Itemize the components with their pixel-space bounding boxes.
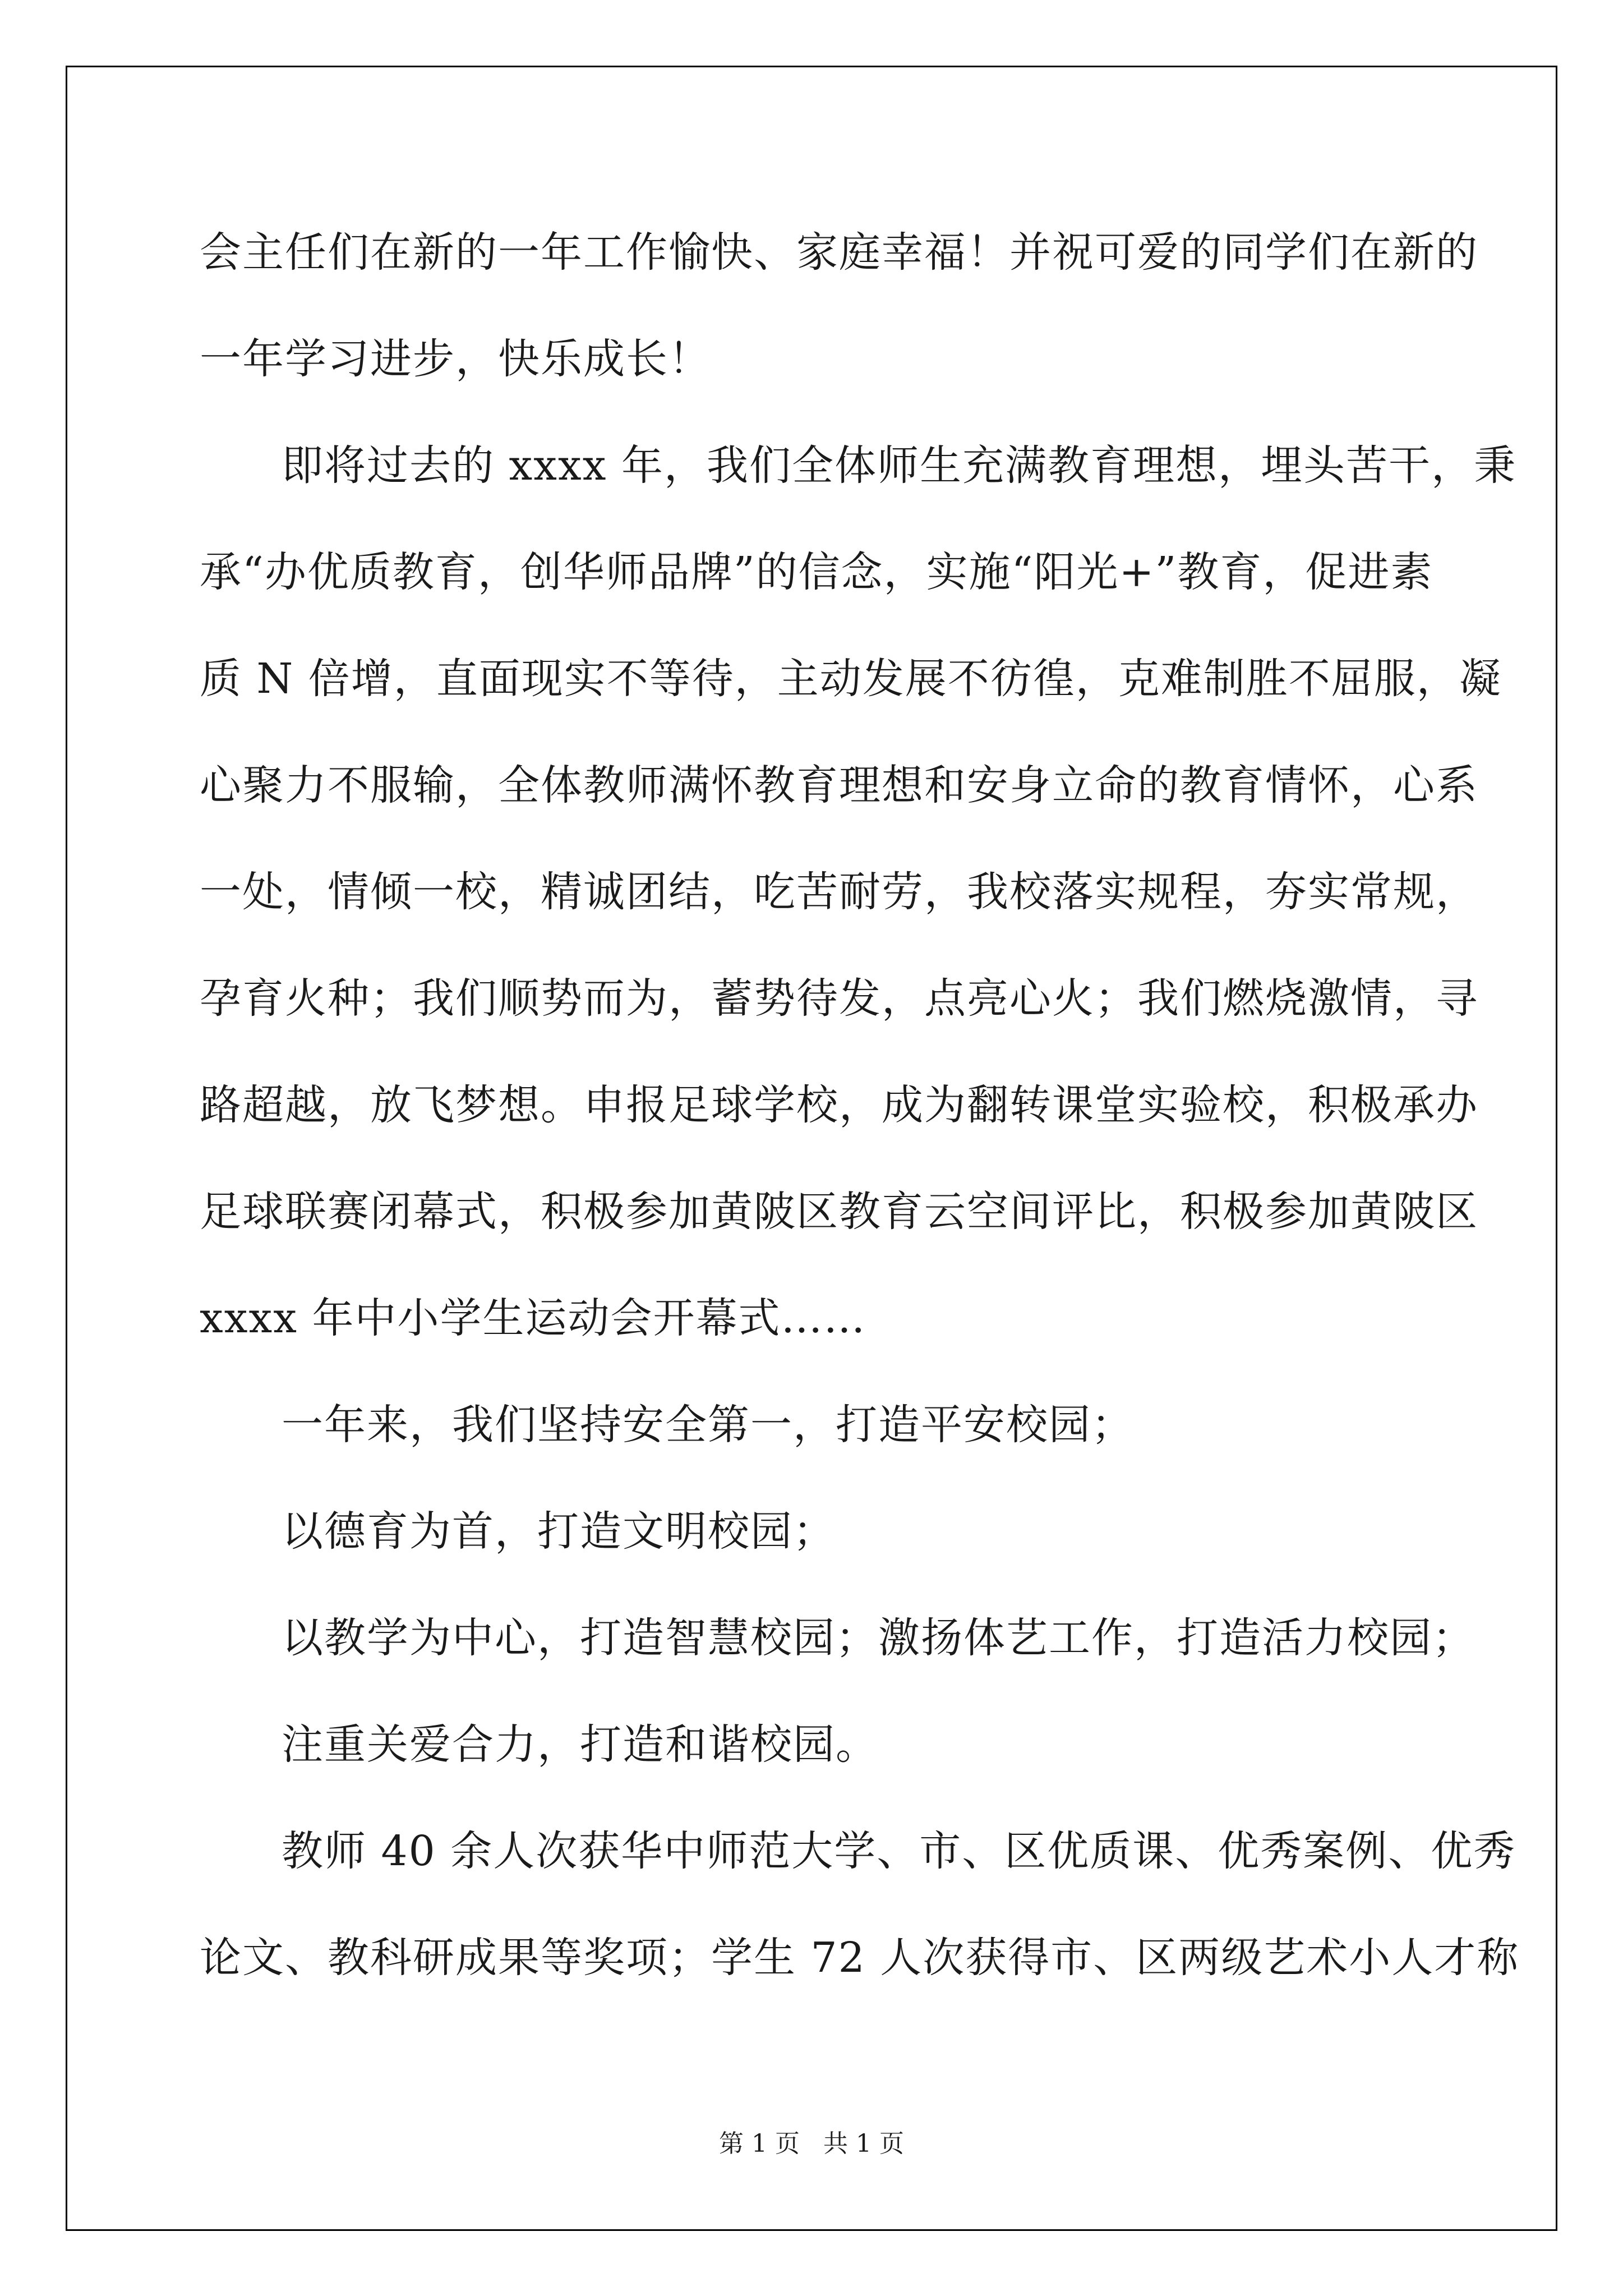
body-text-line: 以德育为首，打造文明校园； [282,1507,836,1556]
body-text-line: 孕育火种；我们顺势而为，蓄势待发，点亮心火；我们燃烧激情，寻 [200,974,1478,1023]
body-text-line: 会主任们在新的一年工作愉快、家庭幸福！并祝可爱的同学们在新的 [200,228,1478,277]
body-text-line: 路超越，放飞梦想。申报足球学校，成为翻转课堂实验校，积极承办 [200,1081,1478,1129]
body-text-line: 论文、教科研成果等奖项；学生 72 人次获得市、区两级艺术小人才称 [200,1934,1520,1982]
body-text-line: 教师 40 余人次获华中师范大学、市、区优质课、优秀案例、优秀 [282,1827,1516,1875]
body-text-line: 质 N 倍增，直面现实不等待，主动发展不彷徨，克难制胜不屈服，凝 [200,655,1502,703]
page-frame [66,66,1557,2231]
body-text-line: 注重关爱合力，打造和谐校园。 [282,1720,878,1769]
body-text-line: 即将过去的 xxxx 年，我们全体师生充满教育理想，埋头苦干，秉 [282,441,1516,490]
body-text-line: 心聚力不服输，全体教师满怀教育理想和安身立命的教育情怀，心系 [200,761,1478,809]
body-text-line: 一年学习进步，快乐成长！ [200,335,711,383]
page-number-footer: 第 1 页 共 1 页 [719,2129,904,2158]
body-text-line: xxxx 年中小学生运动会开幕式…… [200,1294,866,1342]
body-text-line: 一年来，我们坚持安全第一，打造平安校园； [282,1401,1134,1449]
body-text-line: 以教学为中心，打造智慧校园；激扬体艺工作，打造活力校园； [282,1614,1475,1662]
body-text-line: 一处，情倾一校，精诚团结，吃苦耐劳，我校落实规程，夯实常规， [200,868,1478,916]
body-text-line: 承“办优质教育，创华师品牌”的信念，实施“阳光+”教育，促进素 [200,548,1433,596]
body-text-line: 足球联赛闭幕式，积极参加黄陂区教育云空间评比，积极参加黄陂区 [200,1188,1478,1236]
